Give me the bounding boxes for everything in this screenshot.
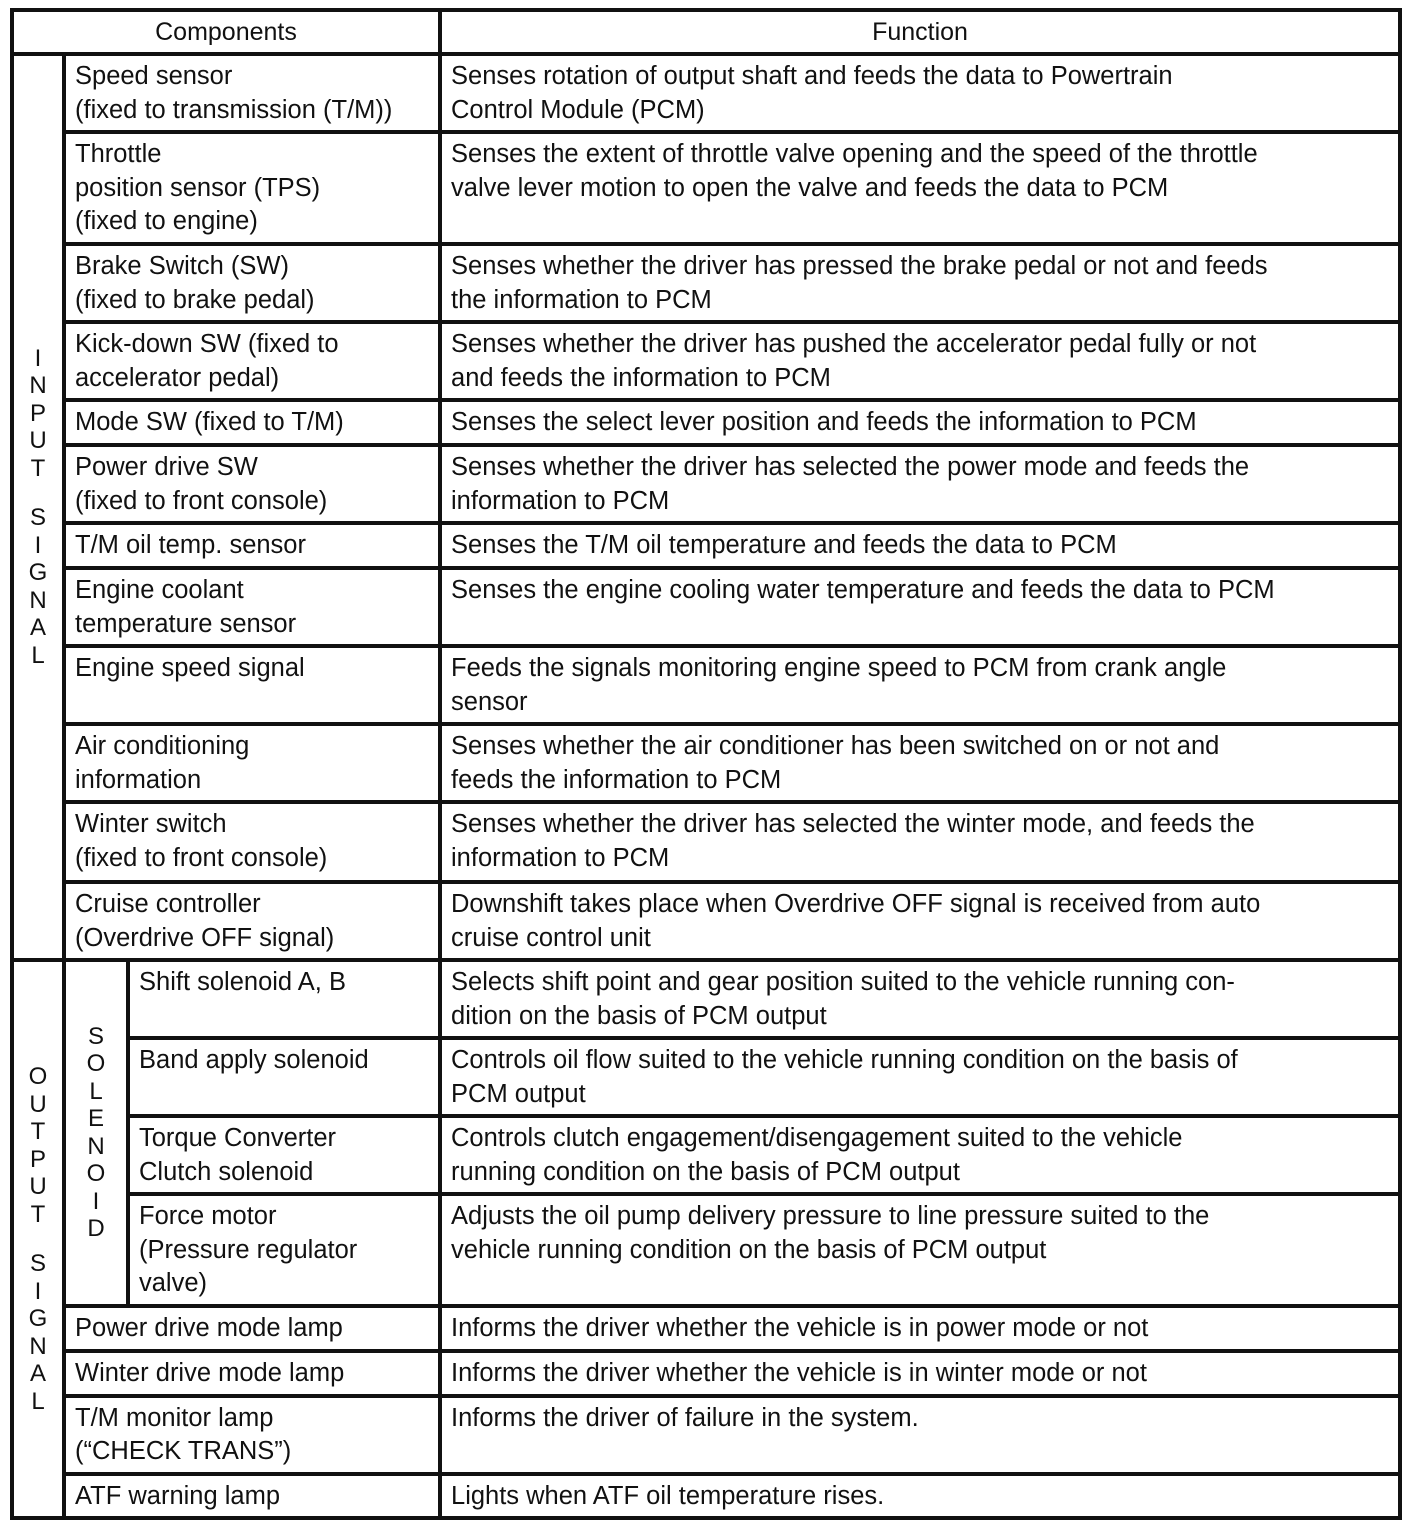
table-row — [12, 882, 1400, 960]
function-cell: Selects shift point and gear position suited to the vehicle running con- dition on the basis of PCM output — [440, 960, 1400, 1038]
component-cell: Power drive SW (fixed to front console) — [64, 445, 440, 523]
table-row — [12, 1396, 1400, 1474]
table-row — [12, 445, 1400, 523]
function-cell: Senses whether the driver has selected the power mode and feeds the information to PCM — [440, 445, 1400, 523]
header-components: Components — [12, 10, 440, 54]
function-cell: Senses the select lever position and feeds the information to PCM — [440, 400, 1400, 445]
table-row — [12, 960, 1400, 1038]
table-row — [12, 54, 1400, 132]
table-row — [12, 646, 1400, 724]
table-row — [12, 1474, 1400, 1519]
component-cell: Speed sensor (fixed to transmission (T/M)) — [64, 54, 440, 132]
function-cell: Senses the engine cooling water temperature and feeds the data to PCM — [440, 568, 1400, 646]
table-row — [12, 244, 1400, 322]
component-cell: Torque Converter Clutch solenoid — [128, 1116, 440, 1194]
function-cell: Downshift takes place when Overdrive OFF signal is received from auto cruise control unit — [440, 882, 1400, 960]
table-row — [12, 1116, 1400, 1194]
component-cell: Air conditioning information — [64, 724, 440, 802]
table-row — [12, 132, 1400, 244]
component-cell: Mode SW (fixed to T/M) — [64, 400, 440, 445]
component-cell: Cruise controller (Overdrive OFF signal) — [64, 882, 440, 960]
input-signal-label: I N P U T S I G N A L — [12, 54, 64, 960]
table-row — [12, 322, 1400, 400]
table-row — [12, 400, 1400, 445]
table-row — [12, 1306, 1400, 1351]
function-cell: Senses whether the air conditioner has been switched on or not and feeds the information to PCM — [440, 724, 1400, 802]
table-row — [12, 523, 1400, 568]
table-row — [12, 802, 1400, 882]
component-cell: T/M oil temp. sensor — [64, 523, 440, 568]
function-cell: Senses the extent of throttle valve opening and the speed of the throttle valve lever motion to open the valve and feeds the data to PCM — [440, 132, 1400, 244]
function-cell: Controls oil flow suited to the vehicle running condition on the basis of PCM output — [440, 1038, 1400, 1116]
component-cell: Force motor (Pressure regulator valve) — [128, 1194, 440, 1306]
document-page — [10, 8, 1398, 1514]
header-function: Function — [440, 10, 1400, 54]
function-cell: Informs the driver whether the vehicle is in winter mode or not — [440, 1351, 1400, 1396]
component-cell: Band apply solenoid — [128, 1038, 440, 1116]
component-cell: Kick-down SW (fixed to accelerator pedal) — [64, 322, 440, 400]
function-cell: Adjusts the oil pump delivery pressure to line pressure suited to the vehicle running condition on the basis of PCM output — [440, 1194, 1400, 1306]
function-cell: Informs the driver whether the vehicle is in power mode or not — [440, 1306, 1400, 1351]
table-row — [12, 568, 1400, 646]
table-header-row — [12, 10, 1400, 54]
function-cell: Senses rotation of output shaft and feeds the data to Powertrain Control Module (PCM) — [440, 54, 1400, 132]
table-row — [12, 1351, 1400, 1396]
table-row — [12, 1038, 1400, 1116]
component-cell: Throttle position sensor (TPS) (fixed to engine) — [64, 132, 440, 244]
output-signal-label: O U T P U T S I G N A L — [12, 960, 64, 1518]
function-cell: Senses the T/M oil temperature and feeds the data to PCM — [440, 523, 1400, 568]
function-cell: Senses whether the driver has pressed the brake pedal or not and feeds the information to PCM — [440, 244, 1400, 322]
component-cell: ATF warning lamp — [64, 1474, 440, 1519]
function-cell: Controls clutch engagement/disengagement suited to the vehicle running condition on the basis of PCM output — [440, 1116, 1400, 1194]
solenoid-label: S O L E N O I D — [64, 960, 128, 1306]
function-cell: Lights when ATF oil temperature rises. — [440, 1474, 1400, 1519]
component-cell: Engine speed signal — [64, 646, 440, 724]
component-cell: Engine coolant temperature sensor — [64, 568, 440, 646]
component-cell: T/M monitor lamp (“CHECK TRANS”) — [64, 1396, 440, 1474]
component-cell: Power drive mode lamp — [64, 1306, 440, 1351]
function-cell: Informs the driver of failure in the system. — [440, 1396, 1400, 1474]
table-row — [12, 724, 1400, 802]
table-row — [12, 1194, 1400, 1306]
function-cell: Senses whether the driver has selected the winter mode, and feeds the information to PCM — [440, 802, 1400, 882]
component-cell: Winter switch (fixed to front console) — [64, 802, 440, 882]
component-cell: Shift solenoid A, B — [128, 960, 440, 1038]
function-cell: Feeds the signals monitoring engine speed to PCM from crank angle sensor — [440, 646, 1400, 724]
component-cell: Winter drive mode lamp — [64, 1351, 440, 1396]
components-function-table — [10, 8, 1402, 1520]
component-cell: Brake Switch (SW) (fixed to brake pedal) — [64, 244, 440, 322]
function-cell: Senses whether the driver has pushed the accelerator pedal fully or not and feeds the information to PCM — [440, 322, 1400, 400]
